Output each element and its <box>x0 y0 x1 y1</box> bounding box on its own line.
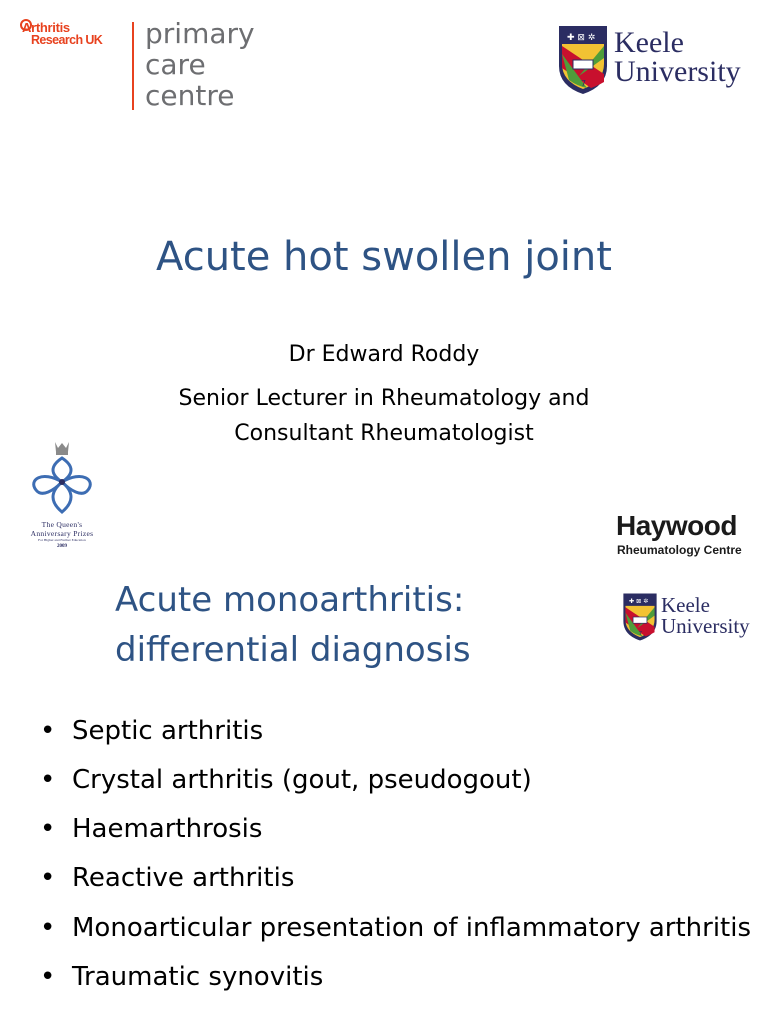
list-item: • Haemarthrosis <box>40 810 760 849</box>
keele-university-logo-text <box>614 28 741 86</box>
slide1-title: Acute hot swollen joint <box>156 234 612 280</box>
author-name: Dr Edward Roddy <box>288 342 480 367</box>
slide2-title-line1: Acute monoarthritis: <box>115 580 465 620</box>
pcc-line-2: care <box>145 48 206 81</box>
haywood-subtitle: Rheumatology Centre <box>617 543 742 557</box>
university-word: University <box>614 55 741 88</box>
differential-diagnosis-list <box>40 712 760 1007</box>
keele-small-word: Keele <box>661 593 710 617</box>
svg-text:7: 7 <box>581 79 587 88</box>
arthritis-logo-line1: Arthritis <box>22 20 70 35</box>
svg-text:7: 7 <box>638 631 643 637</box>
author-role-line1: Senior Lecturer in Rheumatology and <box>178 386 590 411</box>
university-small-word: University <box>661 614 750 638</box>
haywood-name: Haywood <box>616 510 737 541</box>
queens-caption-line1: The Queen's <box>41 520 83 529</box>
arthritis-logo-line2: Research UK <box>31 33 103 47</box>
list-item: • Monoarticular presentation of inflammatory arthritis <box>40 908 760 948</box>
logo-divider <box>132 22 134 110</box>
list-item: • Septic arthritis <box>40 712 760 751</box>
svg-text:✚ ⊠ ✲: ✚ ⊠ ✲ <box>628 598 649 606</box>
queens-caption-line2: Anniversary Prizes <box>30 529 94 538</box>
keele-university-small-logo-text <box>661 595 750 637</box>
queens-caption-year: 2009 <box>57 544 67 549</box>
queens-anniversary-prize-emblem <box>22 440 102 565</box>
author-role-line2: Consultant Rheumatologist <box>234 421 534 446</box>
pcc-line-3: centre <box>145 79 235 112</box>
primary-care-centre-logo <box>145 18 255 111</box>
queens-caption-line3: For Higher and Further Education <box>38 538 86 542</box>
svg-text:✚ ⊠ ✲: ✚ ⊠ ✲ <box>567 33 596 43</box>
slide2-title-line2: differential diagnosis <box>115 630 471 670</box>
haywood-rheumatology-logo <box>616 510 761 560</box>
arthritis-research-uk-logo <box>22 20 126 50</box>
keele-word: Keele <box>614 26 684 59</box>
pcc-line-1: primary <box>145 17 255 50</box>
keele-crest-small-icon <box>622 592 658 642</box>
list-item: • Crystal arthritis (gout, pseudogout) <box>40 761 760 800</box>
keele-crest-icon <box>557 24 609 96</box>
queens-prize-icon <box>22 440 102 520</box>
list-item: • Traumatic synovitis <box>40 958 760 997</box>
list-item: • Reactive arthritis <box>40 859 760 898</box>
